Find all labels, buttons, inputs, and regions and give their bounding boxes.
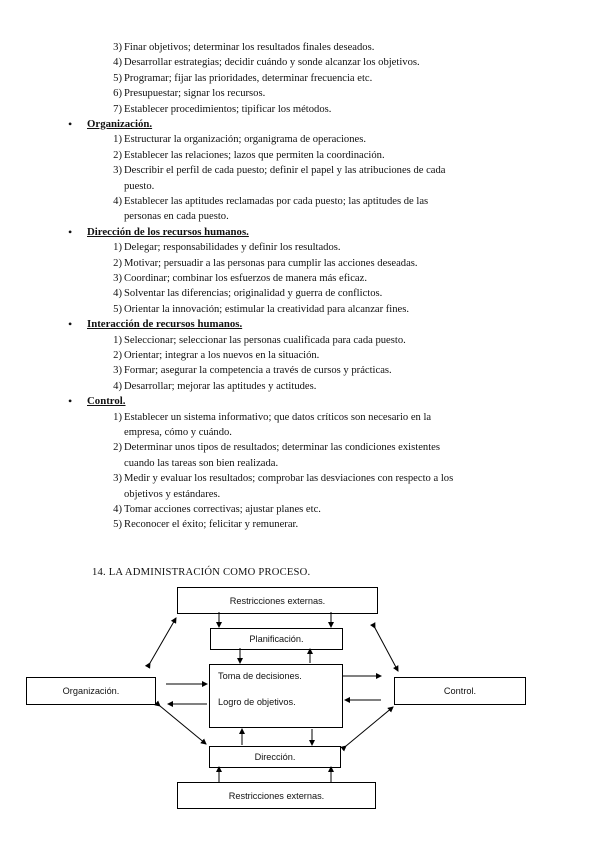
diag-arrow-bottom-right xyxy=(346,707,393,746)
list-item-text: Programar; fijar las prioridades, determinar frecuencia etc. xyxy=(124,72,373,84)
list-number: 2) xyxy=(113,257,122,269)
list-number: 1) xyxy=(113,411,122,423)
diag-arrow-bottom-left xyxy=(160,706,206,744)
list-number: 3) xyxy=(113,365,122,377)
list-number: 1) xyxy=(113,134,122,146)
diag-arrow-top-right xyxy=(375,628,398,671)
list-number: 1) xyxy=(113,334,122,346)
section-bullet: • xyxy=(68,317,73,332)
list-number: 1) xyxy=(113,242,122,254)
list-item-text: Orientar; integrar a los nuevos en la situación. xyxy=(124,350,320,361)
decision-line: Toma de decisiones. xyxy=(218,671,302,681)
list-number: 6) xyxy=(113,88,122,100)
list-number: 5) xyxy=(113,303,122,315)
list-number: 5) xyxy=(113,519,122,531)
section-bullet: • xyxy=(68,117,73,131)
list-item-text: objetivos y estándares. xyxy=(124,488,221,500)
list-item-text: Solventar las diferencias; originalidad y guerra de conflictos. xyxy=(124,288,383,300)
list-item-text: Desarrollar; mejorar las aptitudes y actitudes. xyxy=(124,380,317,392)
list-number: 3) xyxy=(113,42,122,53)
list-number: 4) xyxy=(113,504,122,515)
list-item-text: empresa, cómo y cuándo. xyxy=(124,427,232,438)
list-item-text: Estructurar la organización; organigrama de operaciones. xyxy=(124,134,366,146)
list-item-text: Desarrollar estrategias; decidir cuándo y sonde alcanzar los objetivos. xyxy=(124,57,420,69)
section-heading: 14. LA ADMINISTRACIÓN COMO PROCESO. xyxy=(92,567,311,578)
list-number: 4) xyxy=(113,288,122,300)
list-item-text: Establecer las aptitudes reclamadas por cada puesto; las aptitudes de las xyxy=(124,196,429,207)
list-item-text: Describir el perfil de cada puesto; definir el papel y las atribuciones de cada xyxy=(124,165,446,177)
list-number: 4) xyxy=(113,196,122,207)
list-number: 7) xyxy=(113,103,122,115)
section-bullet: • xyxy=(68,394,73,409)
list-number: 5) xyxy=(113,72,122,84)
list-number: 2) xyxy=(113,350,122,361)
section-title: Organización. xyxy=(87,118,153,130)
section-title: Control. xyxy=(87,395,126,408)
direction-label: Dirección. xyxy=(254,752,296,762)
list-number: 3) xyxy=(113,473,122,485)
bottom-restrictions-label: Restricciones externas. xyxy=(228,790,325,801)
list-number: 4) xyxy=(113,57,122,69)
organization-label: Organización. xyxy=(62,686,120,696)
list-item-text: Finar objetivos; determinar los resultados finales deseados. xyxy=(124,42,375,53)
list-number: 2) xyxy=(113,149,122,161)
list-item-text: Motivar; persuadir a las personas para cumplir las acciones deseadas. xyxy=(124,257,418,269)
list-number: 3) xyxy=(113,165,122,177)
list-item-text: Orientar la innovación; estimular la creatividad para alcanzar fines. xyxy=(124,303,410,315)
list-item-text: cuando las tareas son bien realizada. xyxy=(124,457,279,469)
list-item-text: Medir y evaluar los resultados; comprobar las desviaciones con respecto a los xyxy=(124,473,454,485)
control-label: Control. xyxy=(443,686,477,696)
list-number: 3) xyxy=(113,273,122,284)
section-title: Interacción de recursos humanos. xyxy=(87,318,243,331)
list-item-text: Coordinar; combinar los esfuerzos de manera más eficaz. xyxy=(124,273,367,284)
list-item-text: Determinar unos tipos de resultados; determinar las condiciones existentes xyxy=(124,442,440,454)
list-item-text: Establecer las relaciones; lazos que permiten la coordinación. xyxy=(124,149,385,161)
diag-arrow-top-left xyxy=(150,618,176,663)
list-item-text: puesto. xyxy=(124,180,155,192)
list-item-text: Establecer procedimientos; tipificar los métodos. xyxy=(124,103,332,115)
planning-label: Planificación. xyxy=(249,634,304,644)
list-item-text: Establecer un sistema informativo; que datos críticos son necesario en la xyxy=(124,411,432,423)
objectives-line: Logro de objetivos. xyxy=(218,697,296,707)
list-number: 2) xyxy=(113,442,122,454)
section-title: Dirección de los recursos humanos. xyxy=(87,225,249,238)
list-item-text: Formar; asegurar la competencia a través de cursos y prácticas. xyxy=(124,365,392,377)
list-number: 4) xyxy=(113,380,122,392)
list-item-text: Seleccionar; seleccionar las personas cualificada para cada puesto. xyxy=(124,334,406,346)
top-restrictions-label: Restricciones externas. xyxy=(229,595,326,606)
section-bullet: • xyxy=(68,224,73,239)
list-item-text: personas en cada puesto. xyxy=(124,211,229,223)
list-item-text: Presupuestar; signar los recursos. xyxy=(124,88,266,100)
list-item-text: Reconocer el éxito; felicitar y remunerar. xyxy=(124,519,299,531)
list-item-text: Tomar acciones correctivas; ajustar planes etc. xyxy=(124,504,321,515)
list-item-text: Delegar; responsabilidades y definir los resultados. xyxy=(124,242,341,254)
